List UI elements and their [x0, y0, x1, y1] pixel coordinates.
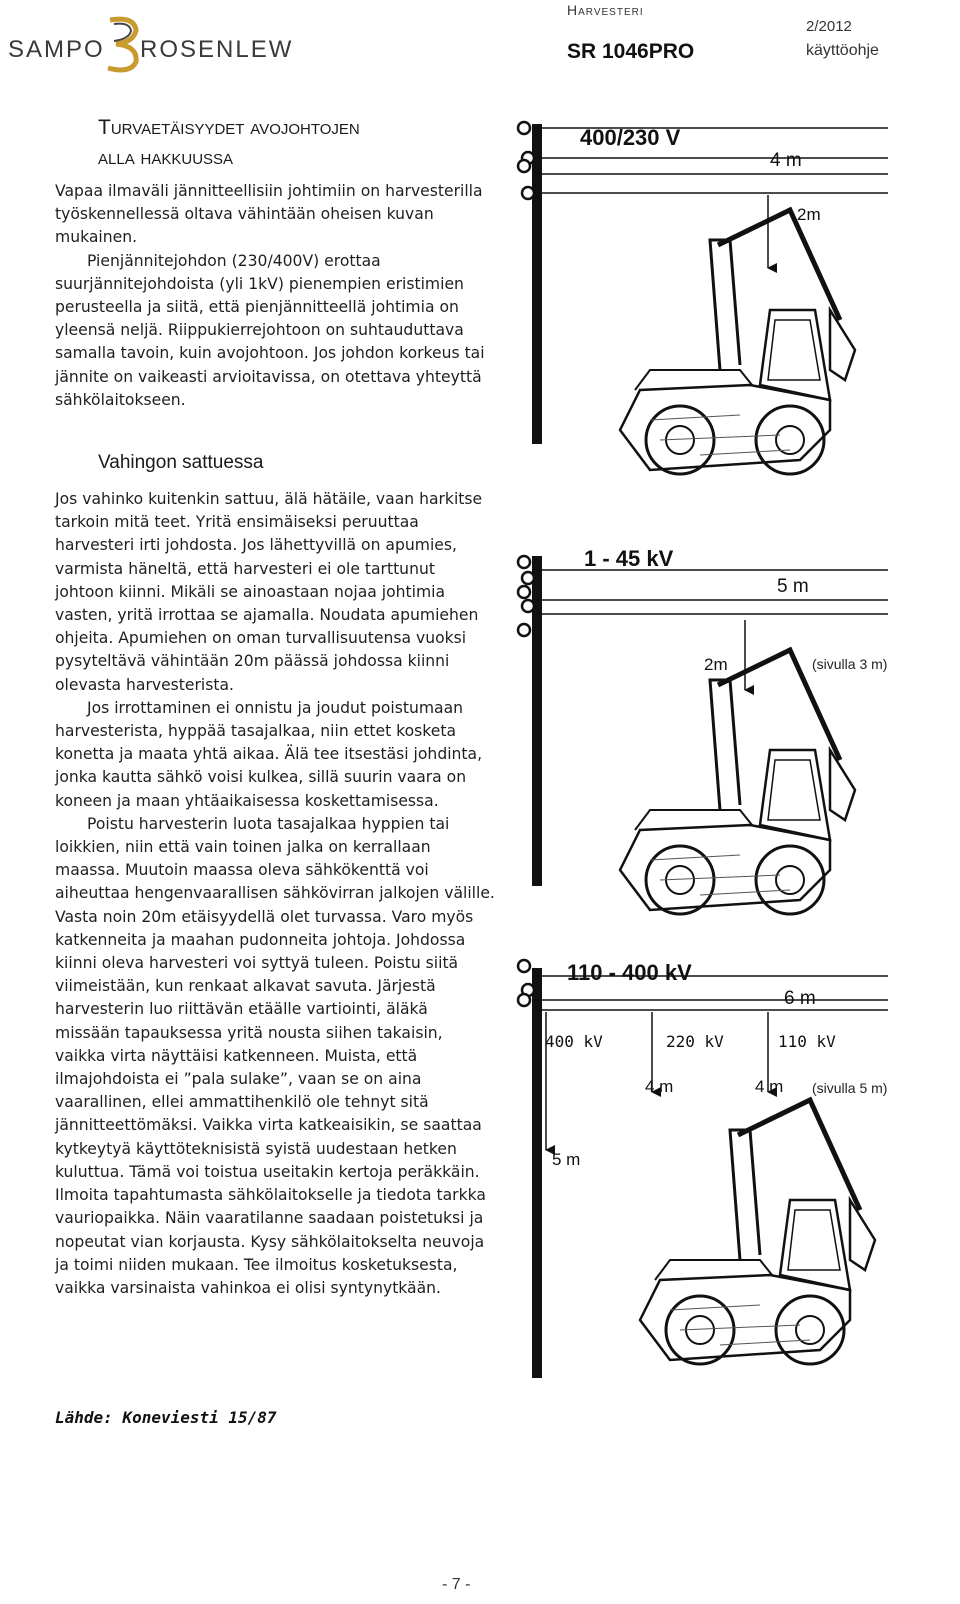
horizontal-distance-label: 6 m — [784, 988, 816, 1009]
kv-label-220: 220 kV — [666, 1032, 724, 1051]
harvester-icon — [620, 210, 855, 474]
section2-paragraph: Poistu harvesterin luota tasajalkaa hyppien tai loikkien, niin että vain toinen jalka on kerrallaan maassa. Muutoin maassa oleva sähkökenttä voi aiheuttaa hengenvaarallisen sähkövirran jalkojen välille. Vasta noin 20m etäisyydellä olet turvassa. Varo myös katkenneita ja maahan pudonneita johtoja. Johdossa kiinni oleva harvesteri voi syttyä tuleen. Poistu siitä viimeistään, kun renkaat alkavat savuta. Järjestä harvesterin luo riittävän etäälle vartiointi, äläkä missään tapauksessa yritä nousta siihen takaisin, vaikka virta näyttäisi katkenneen. Muista, että ilmajohdoista ei ”pala sulake”, vaan se on aina vaarallinen, ellei ammattihenkilö ole tehnyt sitä jännitteettömäksi. Vaikka virta katkeaisikin, se saattaa kytkeytyä käyttöteknisistä syistä uudestaan hetken kuluttua. Tämä voi toistua useitakin kertoja peräkkäin. Ilmoita tapahtumasta sähkölaitokselle ja tiedota tarkka vauriopaikka. Näin vaaratilanne saadaan poistetuksi ja nopeutat vian korjausta. Kysy sähkölaitokselta neuvoja ja toimi niiden mukaan. Tee ilmoitus kosketuksesta, vaikka varsinaista vahinkoa ei olisi syntynytkään. — [55, 814, 495, 1297]
logo-text-right: ROSENLEW — [140, 36, 294, 63]
header-model: SR 1046PRO — [567, 40, 695, 63]
section2-paragraph: Jos vahinko kuitenkin sattuu, älä hätäile, vaan harkitse tarkoin mitä teet. Yritä ensimäiseksi peruuttaa harvesteri irti johdosta. Jos lähettyvillä on apumies, varmista häneltä, että harvesteri ei ole tarttunut johtoon kiinni. Mikäli se ainoastaan nojaa johtimia vasten, yritä irrottaa se ajamalla. Noudata apumiehen ohjeita. Apumiehen on oman turvallisuutensa vuoksi pysyteltävä vähintään 20m päässä johdossa kiinni olevasta harvesterista. — [55, 490, 483, 694]
section1-paragraph: Pienjännitejohdon (230/400V) erottaa suurjännitejohdoista (yli 1kV) pienempien eristimien perusteella ja siitä, että pienjännitteellä johtimia on yleensä neljä. Riippukierrejohtoon on suhtauduttava samalla tavoin, kuin avojohtoon. Jos johdon korkeus tai jännite on vaikeasti arvioitavissa, on otettava yhteyttä sähkölaitokseen. — [55, 251, 485, 409]
pole — [532, 124, 542, 444]
distance-label-400: 5 m — [552, 1150, 581, 1169]
header-doc-type: käyttöohje — [806, 42, 879, 59]
logo-text-left: SAMPO — [8, 36, 105, 63]
section1-title-line2: alla hakkuussa — [98, 146, 234, 169]
pole — [532, 968, 542, 1378]
power-lines — [518, 122, 888, 199]
harvester-icon — [640, 1100, 875, 1364]
header-date: 2/2012 — [806, 18, 852, 35]
voltage-label: 1 - 45 kV — [584, 546, 674, 571]
distance-label-220: 4 m — [645, 1077, 674, 1096]
distance-label-110: 4 m — [755, 1077, 784, 1096]
section1-paragraph: Vapaa ilmaväli jännitteellisiin johtimiin on harvesterilla työskennellessä oltava vähintään oheisen kuvan mukainen. — [55, 182, 483, 247]
kv-label-110: 110 kV — [778, 1032, 836, 1051]
power-lines — [518, 556, 888, 636]
voltage-label: 110 - 400 kV — [567, 960, 692, 985]
voltage-label: 400/230 V — [580, 125, 681, 150]
section1-title-line1: Turvaetäisyydet avojohtojen — [98, 116, 360, 139]
harvester-icon — [620, 650, 855, 914]
side-note: (sivulla 5 m) — [812, 1080, 888, 1096]
page-number: - 7 - — [442, 1576, 471, 1593]
kv-label-400: 400 kV — [545, 1032, 603, 1051]
side-note: (sivulla 3 m) — [812, 656, 888, 672]
horizontal-distance-label: 5 m — [777, 576, 809, 597]
header-section: Harvesteri — [567, 2, 644, 18]
vertical-distance-label: 2m — [797, 205, 821, 224]
section2-title: Vahingon sattuessa — [98, 452, 264, 473]
section2-paragraph: Jos irrottaminen ei onnistu ja joudut poistumaan harvesterista, hyppää tasajalkaa, niin ettet kosketa konetta ja maata yhtä aikaa. Älä tee itsestäsi johdinta, jonka kautta sähkö voisi kulkea, sillä suurin vaara on koneen ja maan yhtäaikaisessa koskettamisessa. — [55, 698, 483, 810]
source-citation: Lähde: Koneviesti 15/87 — [55, 1408, 277, 1427]
vertical-distance-label: 2m — [704, 655, 728, 674]
horizontal-distance-label: 4 m — [770, 150, 802, 171]
